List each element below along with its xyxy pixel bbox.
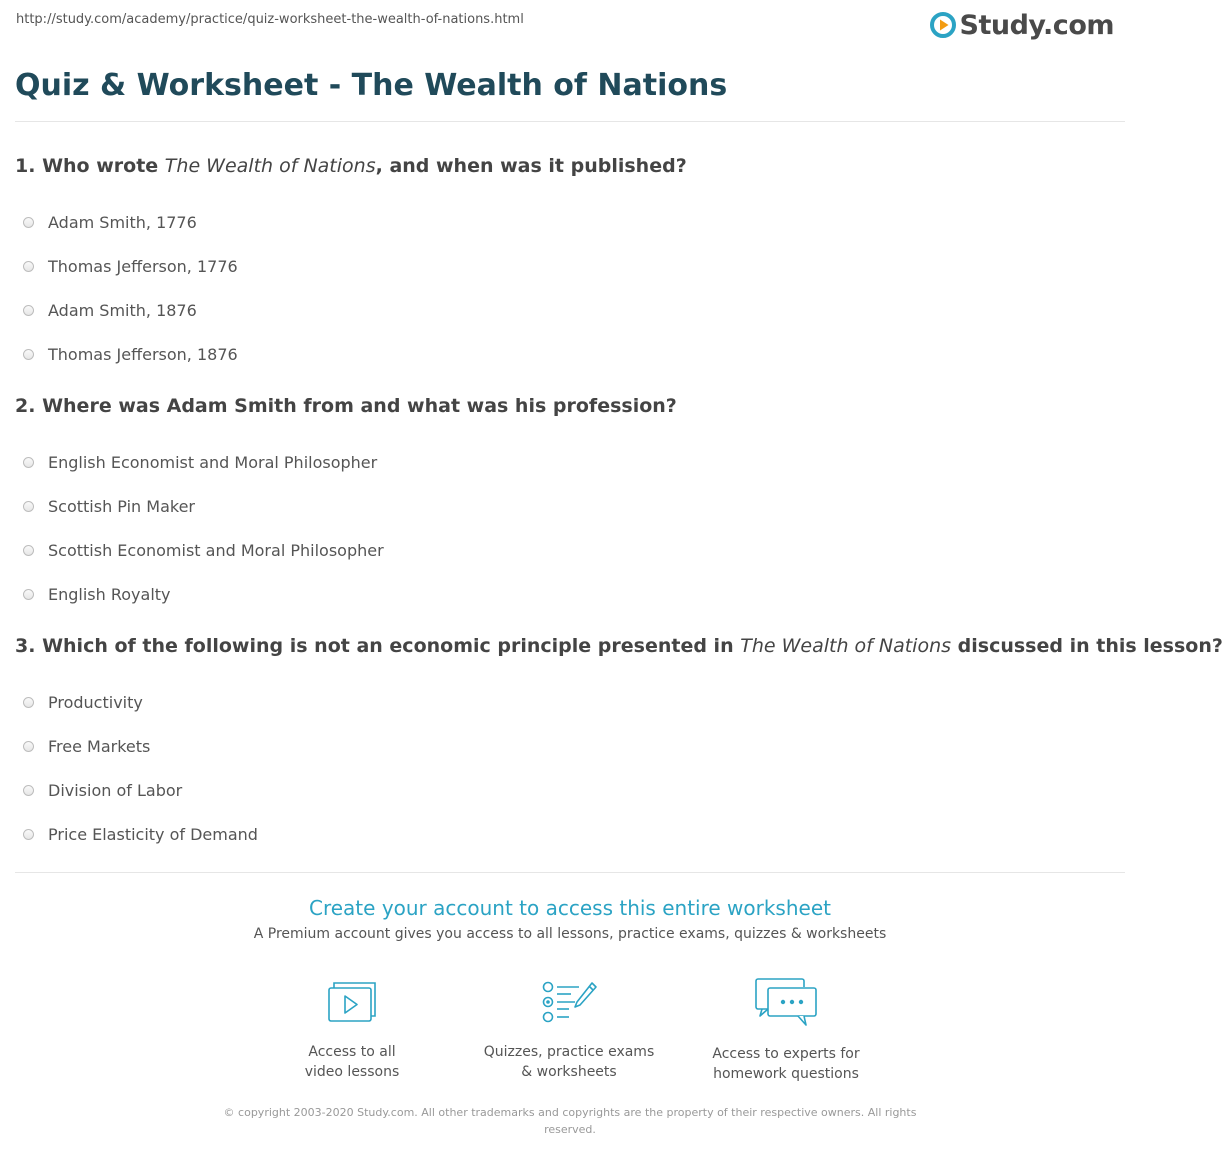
feature-quizzes	[469, 978, 669, 1082]
copyright-footer: © copyright 2003-2020 Study.com. All other trademarks and copyrights are the property of their respective owners. All rights reserved.	[223, 1106, 917, 1136]
radio-button[interactable]	[23, 261, 34, 272]
answer-label: Thomas Jefferson, 1776	[48, 256, 238, 276]
radio-button[interactable]	[23, 697, 34, 708]
radio-button[interactable]	[23, 785, 34, 796]
feature-label: Quizzes, practice exams & worksheets	[483, 1044, 655, 1080]
answer-option[interactable]	[15, 583, 171, 605]
answer-label: English Royalty	[48, 584, 171, 604]
answer-label: Division of Labor	[48, 780, 183, 800]
answer-option[interactable]	[15, 495, 195, 517]
page-title: Quiz & Worksheet - The Wealth of Nations	[15, 68, 728, 103]
question-1-text: 1. Who wrote The Wealth of Nations, and when was it published?	[15, 155, 687, 177]
radio-button[interactable]	[23, 501, 34, 512]
title-divider	[15, 121, 1125, 122]
page-url: http://study.com/academy/practice/quiz-worksheet-the-wealth-of-nations.html	[16, 12, 524, 27]
answer-option[interactable]	[15, 735, 150, 757]
feature-label: Access to experts for homework questions	[712, 1046, 860, 1082]
answer-label: Scottish Pin Maker	[48, 496, 195, 516]
radio-button[interactable]	[23, 349, 34, 360]
feature-label: Access to all video lessons	[304, 1044, 400, 1080]
quiz-checklist-icon	[539, 978, 599, 1026]
play-circle-icon	[930, 12, 956, 38]
radio-button[interactable]	[23, 589, 34, 600]
answer-option[interactable]	[15, 539, 384, 561]
question-3-text: 3. Which of the following is not an economic principle presented in The Wealth of Nations discussed in this lesson?	[15, 635, 1223, 657]
answer-label: Thomas Jefferson, 1876	[48, 344, 238, 364]
video-lesson-icon	[324, 978, 380, 1026]
answer-option[interactable]	[15, 299, 197, 321]
answer-label: Scottish Economist and Moral Philosopher	[48, 540, 384, 560]
radio-button[interactable]	[23, 457, 34, 468]
feature-video-lessons	[252, 978, 452, 1082]
question-2	[15, 394, 1130, 604]
radio-button[interactable]	[23, 217, 34, 228]
feature-experts	[686, 978, 886, 1084]
study-logo[interactable]	[930, 6, 1114, 44]
cta-divider	[15, 872, 1125, 873]
answer-option[interactable]	[15, 451, 377, 473]
answer-option[interactable]	[15, 255, 238, 277]
chat-bubbles-icon	[754, 978, 818, 1028]
answer-option[interactable]	[15, 779, 182, 801]
answer-option[interactable]	[15, 691, 143, 713]
question-3	[15, 634, 1223, 844]
cta-subheading: A Premium account gives you access to all lessons, practice exams, quizzes & worksheets	[253, 926, 887, 942]
answer-option[interactable]	[15, 211, 197, 233]
radio-button[interactable]	[23, 829, 34, 840]
logo-text: Study.com	[959, 9, 1114, 41]
radio-button[interactable]	[23, 741, 34, 752]
create-account-link[interactable]: Create your account to access this entire worksheet	[309, 896, 831, 920]
answer-label: English Economist and Moral Philosopher	[48, 452, 378, 472]
answer-label: Adam Smith, 1776	[48, 212, 197, 232]
question-2-text: 2. Where was Adam Smith from and what was his profession?	[15, 395, 677, 417]
answer-option[interactable]	[15, 823, 258, 845]
answer-option[interactable]	[15, 343, 238, 365]
radio-button[interactable]	[23, 305, 34, 316]
answer-label: Adam Smith, 1876	[48, 300, 197, 320]
question-1	[15, 154, 1130, 364]
answer-label: Price Elasticity of Demand	[48, 824, 258, 844]
answer-label: Productivity	[48, 692, 143, 712]
radio-button[interactable]	[23, 545, 34, 556]
answer-label: Free Markets	[48, 736, 151, 756]
